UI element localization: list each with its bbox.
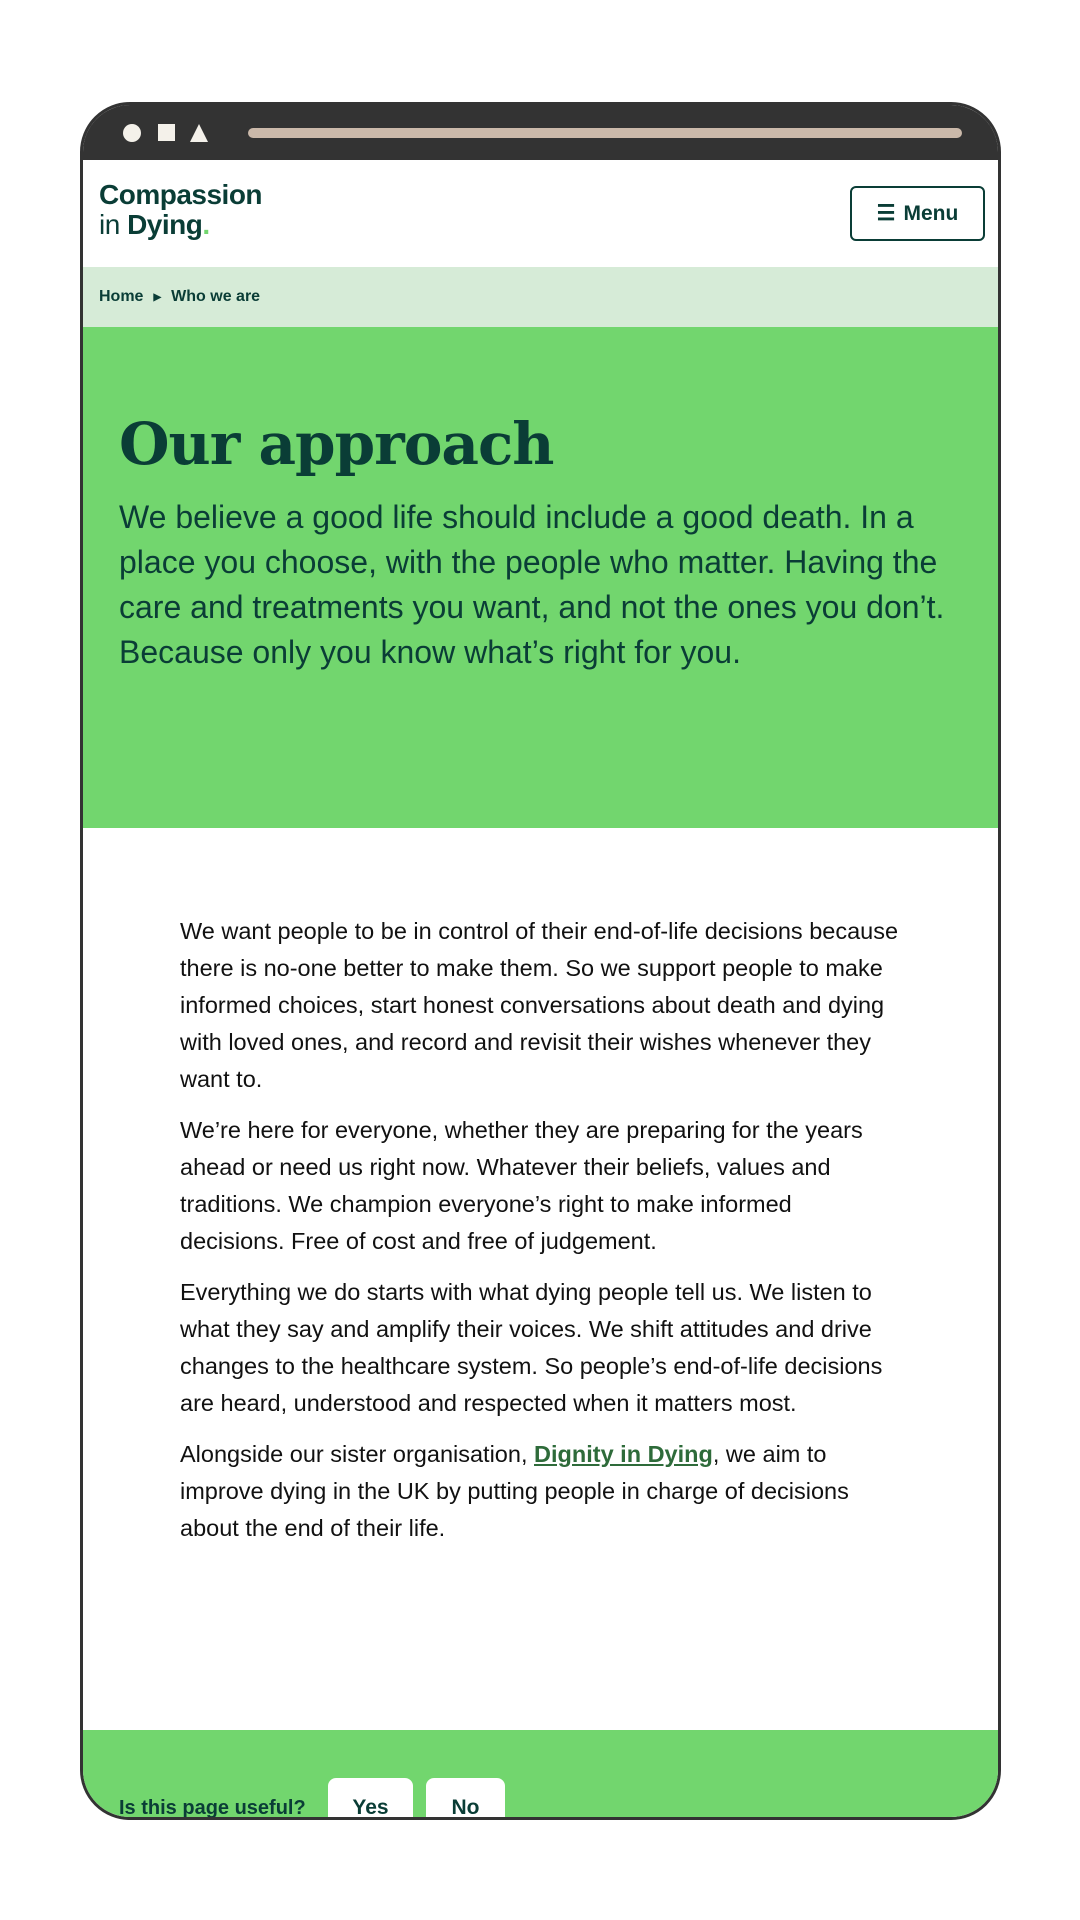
menu-button[interactable]: [850, 186, 985, 241]
logo-line1: Compassion: [99, 179, 263, 210]
breadcrumb-who-we-are[interactable]: Who we are: [171, 288, 261, 305]
dignity-in-dying-link[interactable]: Dignity in Dying: [534, 1441, 713, 1467]
circle-icon: [123, 124, 141, 142]
feedback-question: Is this page useful?: [119, 1797, 306, 1819]
caret-right-icon: ▶: [153, 291, 162, 303]
paragraph-4-text-end: , we aim to improve dying in the UK by putting people in charge of decisions about the end of their life.: [180, 1441, 849, 1541]
logo[interactable]: [99, 180, 262, 240]
triangle-icon: [190, 124, 208, 142]
browser-top-bar: [83, 105, 998, 160]
hero: [83, 327, 998, 828]
site-header: [83, 160, 998, 267]
hamburger-icon: ☰: [876, 202, 896, 225]
breadcrumb-home[interactable]: Home: [99, 288, 144, 305]
breadcrumb: [83, 267, 998, 327]
paragraph-3: Everything we do starts with what dying people tell us. We listen to what they say and amplify their voices. We shift attitudes and drive changes to the healthcare system. So people’s end-of-life decisions are heard, understood and respected when it matters most.: [180, 1279, 883, 1416]
address-bar[interactable]: [248, 128, 962, 138]
menu-label: Menu: [903, 201, 959, 225]
hero-intro: We believe a good life should include a good death. In a place you choose, with the people who matter. Having the care and treatments you want, and not the ones you don’t. Because only you know what’s right for you.: [119, 499, 945, 670]
logo-in: in: [99, 209, 120, 240]
logo-dying: Dying: [127, 209, 203, 240]
square-icon: [158, 124, 175, 141]
paragraph-4: [180, 1436, 900, 1547]
no-button[interactable]: No: [426, 1778, 505, 1820]
device-frame: [80, 102, 1001, 1820]
yes-button[interactable]: Yes: [328, 1778, 413, 1820]
main-content: [180, 913, 900, 1561]
page-title: Our approach: [119, 410, 554, 478]
paragraph-2: We’re here for everyone, whether they are preparing for the years ahead or need us right now. Whatever their beliefs, values and traditions. We champion everyone’s right to make informed decisions. Free of cost and free of judgement.: [180, 1117, 863, 1254]
paragraph-4-text: Alongside our sister organisation,: [180, 1441, 535, 1467]
logo-dot: .: [202, 209, 210, 240]
feedback-section: [83, 1730, 998, 1817]
paragraph-1: We want people to be in control of their end-of-life decisions because there is no-one better to make them. So we support people to make informed choices, start honest conversations about death and dying with loved ones, and record and revisit their wishes whenever they want to.: [180, 918, 899, 1092]
